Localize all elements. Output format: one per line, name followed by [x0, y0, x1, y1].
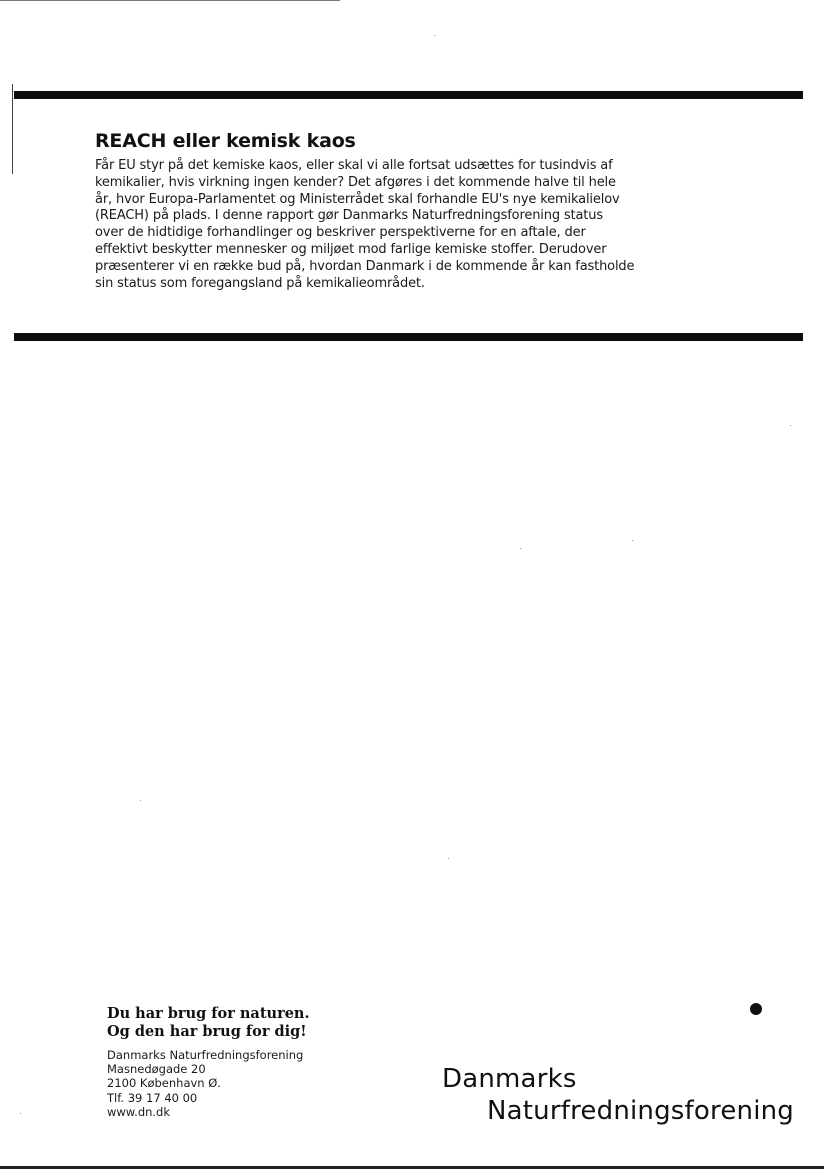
address-city: 2100 København Ø. [107, 1076, 221, 1091]
bottom-rule [14, 333, 803, 341]
scan-speck [20, 1113, 21, 1114]
logo-dot-icon [750, 1003, 762, 1015]
intro-line: effektivt beskytter mennesker og miljøet mod farlige kemiske stoffer. Derudover [95, 241, 607, 257]
scan-speck [520, 548, 521, 549]
intro-line: (REACH) på plads. I denne rapport gør Danmarks Naturfredningsforening status [95, 208, 603, 224]
scan-speck [434, 35, 435, 36]
scan-speck [632, 540, 633, 541]
slogan-line: Du har brug for naturen. [107, 1005, 310, 1022]
address-street: Masnedøgade 20 [107, 1062, 206, 1077]
address-block [107, 1048, 303, 1119]
address-organization: Danmarks Naturfredningsforening [107, 1048, 304, 1062]
intro-line: sin status som foregangsland på kemikalieområdet. [95, 275, 425, 291]
logo-line2: Naturfredningsforening [487, 1096, 795, 1126]
scan-left-edge [12, 84, 13, 174]
intro-line: år, hvor Europa-Parlamentet og Ministerrådet skal forhandle EU's nye kemikalielov [95, 191, 620, 207]
top-rule [14, 91, 803, 99]
intro-section [95, 130, 635, 292]
address-website[interactable]: www.dn.dk [107, 1104, 171, 1119]
logo [442, 1063, 794, 1127]
intro-line: Får EU styr på det kemiske kaos, eller skal vi alle fortsat udsættes for tusindvis af [95, 158, 613, 173]
intro-line: kemikalier, hvis virkning ingen kender? Det afgøres i det kommende halve til hele [95, 174, 616, 190]
intro-line: over de hidtidige forhandlinger og beskriver perspektiverne for en aftale, der [95, 225, 586, 241]
intro-body [95, 158, 635, 292]
scan-speck [790, 425, 791, 426]
scan-speck [448, 858, 449, 859]
slogan [107, 1005, 310, 1041]
logo-line1: Danmarks [442, 1064, 577, 1094]
slogan-line: Og den har brug for dig! [107, 1023, 307, 1040]
intro-line: præsenterer vi en række bud på, hvordan Danmark i de kommende år kan fastholde [95, 258, 635, 274]
scan-speck [140, 800, 141, 801]
intro-title: REACH eller kemisk kaos [95, 130, 356, 152]
address-phone: Tlf. 39 17 40 00 [107, 1090, 198, 1105]
scan-top-line [0, 0, 340, 1]
